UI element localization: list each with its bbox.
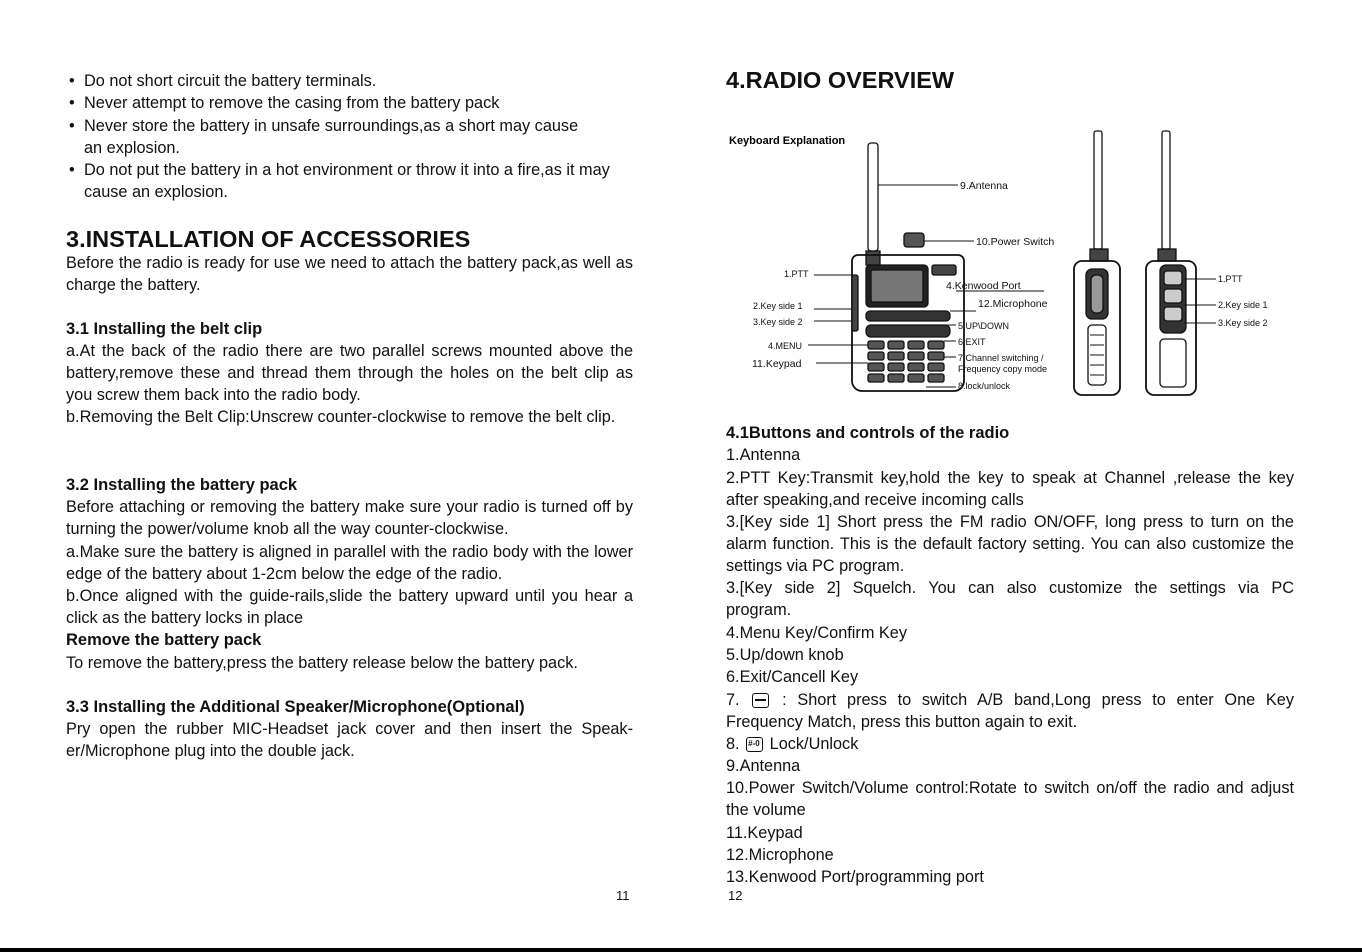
item-number: 8.: [726, 735, 740, 753]
list-item: 11.Keypad: [726, 824, 803, 842]
paragraph: To remove the battery,press the battery release below the battery pack.: [66, 654, 578, 672]
paragraph: a.At the back of the radio there are two parallel screws mounted above the battery,remove these and thread them through the holes on the belt clip as you screw them back into the radio body.: [66, 342, 633, 405]
list-item: 3.[Key side 2] Squelch. You can also customize the settings via PC program.: [726, 579, 1294, 620]
section-heading: 3.INSTALLATION OF ACCESSORIES: [66, 226, 471, 252]
label-antenna: 9.Antenna: [960, 180, 1008, 192]
battery-warning-list: [66, 70, 633, 204]
subsection-title: Remove the battery pack: [66, 631, 262, 649]
list-item: 9.Antenna: [726, 757, 801, 775]
list-item: 10.Power Switch/Volume control:Rotate to switch on/off the radio and adjust the volume: [726, 779, 1294, 820]
label-kenwood-port: 4.Kenwood Port: [946, 280, 1021, 292]
subsection-title: 4.1Buttons and controls of the radio: [726, 424, 1010, 442]
radio-side-illustration: [1074, 131, 1120, 395]
list-item: 1.Antenna: [726, 446, 801, 464]
radio-diagram: [726, 125, 1294, 415]
paragraph: b.Removing the Belt Clip:Unscrew counter-clockwise to remove the belt clip.: [66, 408, 616, 426]
label-exit: 6.EXIT: [958, 337, 986, 347]
paragraph: a.Make sure the battery is aligned in parallel with the radio body with the lower edge of the battery about 1-2cm below the edge of the radio.: [66, 543, 633, 584]
subsection-title: 3.1 Installing the belt clip: [66, 320, 263, 338]
label-up-down: 5.UP\DOWN: [958, 321, 1010, 331]
list-item: • Never store the battery in unsafe surroundings,as a short may cause an explosion.: [66, 115, 633, 160]
list-item: 3.[Key side 1] Short press the FM radio ON/OFF, long press to turn on the alarm function. This is the default factory setting. You can also customize the settings via PC program.: [726, 513, 1294, 576]
item-text: : Short press to switch A/B band,Long press to enter One Key Frequency Match, press this button again to exit.: [726, 691, 1294, 732]
subsection-title: 3.2 Installing the battery pack: [66, 476, 298, 494]
label-ptt-left: 1.PTT: [784, 269, 809, 279]
label-microphone: 12.Microphone: [978, 298, 1048, 310]
label-key-side-2-right: 3.Key side 2: [1218, 318, 1268, 328]
ab-switch-key-icon: [752, 693, 769, 708]
paragraph: Before attaching or removing the battery make sure your radio is turned off by turning the power/volume knob all the way counter-clockwise.: [66, 498, 633, 539]
list-item: 2.PTT Key:Transmit key,hold the key to speak at Channel ,release the key after speaking,and receive incoming calls: [726, 469, 1294, 510]
item-text: Lock/Unlock: [769, 735, 859, 753]
radio-front-illustration: [852, 143, 964, 391]
list-item: 4.Menu Key/Confirm Key: [726, 624, 907, 642]
bottom-border: [0, 948, 1362, 952]
label-key-side-1-right: 2.Key side 1: [1218, 300, 1268, 310]
list-item: [726, 733, 1294, 755]
list-item: 5.Up/down knob: [726, 646, 844, 664]
lock-key-icon: #-0: [746, 737, 763, 752]
keyboard-explanation-title: Keyboard Explanation: [729, 135, 846, 147]
list-item: • Do not put the battery in a hot environment or throw it into a fire,as it may cause an explosion.: [66, 159, 633, 204]
list-item: 12.Microphone: [726, 846, 834, 864]
list-item: 6.Exit/Cancell Key: [726, 668, 859, 686]
section-intro: Before the radio is ready for use we need to attach the battery pack,as well as charge the battery.: [66, 254, 633, 295]
label-power-switch: 10.Power Switch: [976, 236, 1055, 248]
subsection-title: 3.3 Installing the Additional Speaker/Microphone(Optional): [66, 698, 525, 716]
label-menu: 4.MENU: [768, 341, 803, 351]
list-item: • Never attempt to remove the casing from the battery pack: [66, 92, 633, 114]
page-number: 12: [728, 888, 743, 903]
paragraph: Pry open the rubber MIC-Headset jack cover and then insert the Speak-er/Microphone plug into the double jack.: [66, 720, 633, 761]
label-key-side-1-left: 2.Key side 1: [753, 301, 803, 311]
paragraph: b.Once aligned with the guide-rails,slide the battery upward until you hear a click as the battery locks in place: [66, 587, 633, 628]
list-item: [726, 689, 1294, 733]
item-number: 7.: [726, 691, 740, 709]
radio-back-illustration: [1146, 131, 1196, 395]
label-key-side-2-left: 3.Key side 2: [753, 317, 803, 327]
page-number: 11: [616, 888, 630, 903]
label-channel-switching: 7.Channel switching /: [958, 353, 1044, 363]
label-ptt-right: 1.PTT: [1218, 274, 1243, 284]
section-heading: 4.RADIO OVERVIEW: [726, 67, 955, 93]
label-frequency-copy: Frequency copy mode: [958, 364, 1048, 374]
list-item: 13.Kenwood Port/programming port: [726, 868, 984, 886]
label-lock-unlock: 8.lock/unlock: [958, 381, 1011, 391]
list-item: • Do not short circuit the battery terminals.: [66, 70, 633, 92]
label-keypad: 11.Keypad: [752, 358, 802, 370]
